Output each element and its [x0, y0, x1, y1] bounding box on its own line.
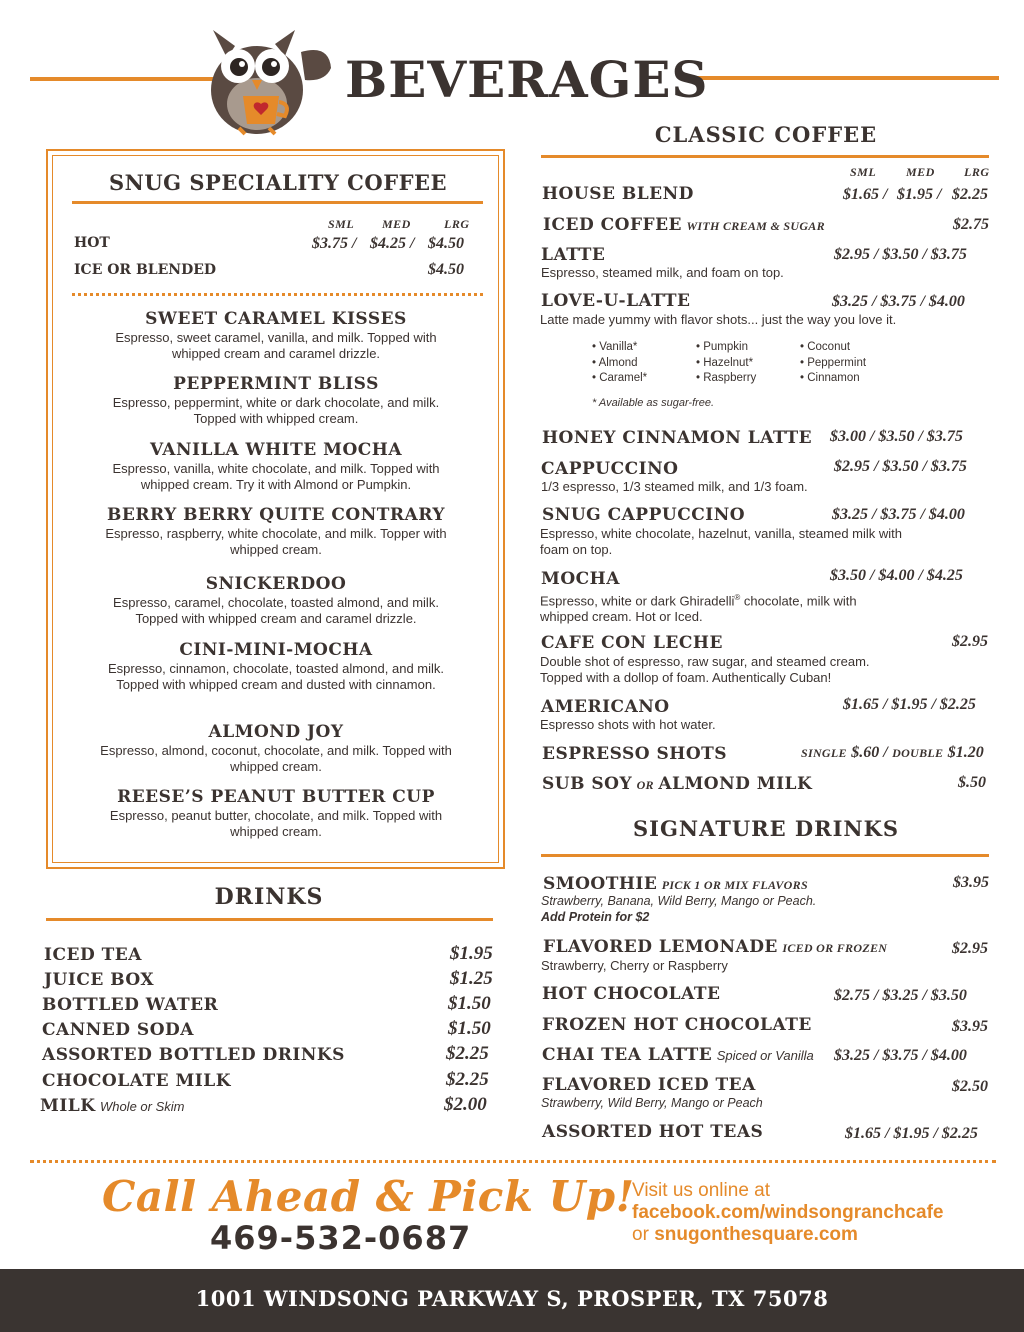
classic-soy-price: $.50	[958, 774, 986, 791]
flavor-item: • Hazelnut*	[696, 356, 754, 369]
classic-soy-name-b: ALMOND MILK	[658, 774, 813, 794]
visit-online	[632, 1180, 943, 1246]
flavor-list	[800, 340, 866, 387]
sig-teas-name: ASSORTED HOT TEAS	[542, 1122, 764, 1142]
flavor-item: • Peppermint	[800, 356, 867, 369]
sig-lemonade-price: $2.95	[952, 940, 988, 957]
drinks-item-sub: Whole or Skim	[99, 1099, 185, 1114]
drinks-item-price: $1.25	[450, 968, 493, 989]
classic-house-med: $1.95 /	[897, 186, 942, 203]
drinks-rule	[46, 918, 493, 921]
drinks-item-name: CANNED SODA	[42, 1020, 194, 1040]
specialty-item-desc: Espresso, caramel, chocolate, toasted almond, and milk. Topped with whipped cream and caramel drizzle.	[113, 595, 439, 626]
footer-dots	[30, 1160, 996, 1163]
classic-iced-price: $2.75	[953, 216, 989, 233]
classic-love-desc: Latte made yummy with flavor shots... just the way you love it.	[540, 312, 897, 327]
classic-leche-desc: Double shot of espresso, raw sugar, and steamed cream. Topped with a dollop of foam. Authentically Cuban!	[540, 654, 870, 685]
classic-snugcap-name: SNUG CAPPUCCINO	[542, 505, 746, 525]
classic-mocha-desc-b: chocolate, milk with whipped cream. Hot or Iced.	[540, 593, 857, 625]
classic-love-price: $3.25 / $3.75 / $4.00	[832, 293, 965, 310]
sig-lemonade-desc: Strawberry, Cherry or Raspberry	[541, 958, 728, 973]
classic-house-name: HOUSE BLEND	[542, 184, 694, 204]
phone-number[interactable]: 469-532-0687	[210, 1219, 472, 1257]
classic-soy-or: OR	[636, 778, 654, 792]
drinks-item-name: MILK	[40, 1096, 96, 1116]
sig-smoothie-sub: PICK 1 OR MIX FLAVORS	[661, 878, 808, 892]
classic-house-sml: $1.65 /	[843, 186, 888, 203]
specialty-size-sml: SML	[328, 217, 355, 231]
specialty-ice-price: $4.50	[428, 261, 464, 278]
classic-cappuccino-price: $2.95 / $3.50 / $3.75	[834, 458, 967, 475]
drinks-item-price: $2.00	[444, 1094, 487, 1115]
drinks-item-price: $1.50	[448, 1018, 491, 1039]
flavor-item: • Raspberry	[696, 372, 757, 384]
specialty-item-name: VANILLA WHITE MOCHA	[149, 440, 403, 460]
specialty-size-lrg: LRG	[444, 217, 470, 231]
specialty-item	[100, 374, 452, 427]
drinks-item-name: BOTTLED WATER	[42, 995, 219, 1015]
specialty-item	[100, 787, 452, 840]
signature-title: SIGNATURE DRINKS	[632, 816, 900, 841]
drinks-item-name: JUICE BOX	[44, 970, 155, 990]
drinks-item-price: $1.50	[448, 993, 491, 1014]
drinks-title: DRINKS	[214, 884, 324, 910]
classic-iced-row	[543, 215, 825, 235]
classic-house-lrg: $2.25	[952, 186, 988, 203]
specialty-item	[100, 574, 452, 627]
specialty-item	[100, 309, 452, 362]
website-link[interactable]: snugonthesquare.com	[654, 1224, 858, 1245]
specialty-dots	[72, 293, 483, 296]
sig-icedtea-price: $2.50	[952, 1078, 988, 1095]
sig-smoothie-desc: Strawberry, Banana, Wild Berry, Mango or Peach.	[541, 894, 817, 908]
flavor-item: • Almond	[592, 356, 638, 369]
drinks-milk-row	[40, 1096, 184, 1116]
owl-logo-icon	[205, 24, 335, 136]
classic-snugcap-desc: Espresso, white chocolate, hazelnut, vanilla, steamed milk with foam on top.	[540, 526, 903, 557]
specialty-item	[100, 440, 452, 493]
sig-icedtea-name: FLAVORED ICED TEA	[542, 1075, 756, 1095]
classic-size-lrg: LRG	[964, 165, 990, 179]
classic-americano-desc: Espresso shots with hot water.	[540, 717, 716, 732]
flavor-list	[696, 340, 756, 387]
header-rule-right	[693, 76, 999, 80]
drinks-item-price: $1.95	[450, 943, 493, 964]
sig-frozen-price: $3.95	[952, 1018, 988, 1035]
classic-size-sml: SML	[850, 165, 877, 179]
classic-iced-sub: WITH CREAM & SUGAR	[686, 219, 825, 233]
sig-smoothie-row	[543, 874, 808, 894]
sig-hotchoc-name: HOT CHOCOLATE	[542, 984, 721, 1004]
drinks-item-price: $2.25	[446, 1069, 489, 1090]
specialty-item	[100, 640, 452, 693]
classic-mocha-name: MOCHA	[541, 569, 620, 589]
specialty-item-name: SWEET CARAMEL KISSES	[145, 309, 407, 329]
sig-icedtea-desc: Strawberry, Wild Berry, Mango or Peach	[541, 1096, 763, 1110]
specialty-item	[100, 722, 452, 775]
flavor-item: • Cinnamon	[800, 372, 860, 384]
drinks-item-name: CHOCOLATE MILK	[42, 1071, 231, 1091]
espresso-single-price: $.60 /	[851, 744, 888, 761]
espresso-double-price: $1.20	[947, 744, 984, 761]
classic-latte-desc: Espresso, steamed milk, and foam on top.	[541, 265, 784, 280]
flavor-item: • Vanilla*	[592, 341, 638, 353]
classic-soy-name-a: SUB SOY	[542, 774, 633, 794]
espresso-single-label: SINGLE	[801, 746, 847, 760]
classic-mocha-desc	[540, 590, 885, 625]
classic-latte-name: LATTE	[541, 245, 606, 265]
classic-espresso-prices	[801, 744, 984, 762]
call-ahead-slogan: Call Ahead & Pick Up!	[102, 1172, 635, 1221]
sig-smoothie-name: SMOOTHIE	[543, 874, 658, 894]
page-title: BEVERAGES	[345, 50, 709, 109]
signature-rule	[541, 854, 989, 857]
specialty-item-desc: Espresso, almond, coconut, chocolate, and milk. Topped with whipped cream.	[100, 743, 452, 774]
address: 1001 WINDSONG PARKWAY S, PROSPER, TX 75078	[195, 1286, 829, 1311]
classic-size-med: MED	[906, 165, 935, 179]
specialty-hot-label: HOT	[74, 235, 110, 251]
classic-honey-name: HONEY CINNAMON LATTE	[542, 428, 813, 448]
sig-teas-price: $1.65 / $1.95 / $2.25	[845, 1125, 978, 1142]
classic-title: CLASSIC COFFEE	[654, 122, 878, 147]
classic-americano-price: $1.65 / $1.95 / $2.25	[843, 696, 976, 713]
classic-love-name: LOVE-U-LATTE	[541, 291, 691, 311]
classic-snugcap-price: $3.25 / $3.75 / $4.00	[832, 506, 965, 523]
registered-mark: ®	[734, 593, 741, 602]
classic-rule	[541, 155, 989, 158]
facebook-link[interactable]: facebook.com/windsongranchcafe	[632, 1202, 944, 1223]
header-rule-left	[30, 77, 218, 81]
specialty-item-desc: Espresso, peanut butter, chocolate, and milk. Topped with whipped cream.	[109, 808, 443, 839]
specialty-item-desc: Espresso, cinnamon, chocolate, toasted almond, and milk. Topped with whipped cream and dusted with cinnamon.	[107, 661, 444, 692]
classic-mocha-desc-a: Espresso, white or dark Ghiradelli	[540, 593, 735, 609]
drinks-item-name: ASSORTED BOTTLED DRINKS	[42, 1045, 345, 1065]
sig-chai-row	[542, 1045, 814, 1065]
sig-lemonade-name: FLAVORED LEMONADE	[543, 937, 778, 957]
classic-iced-name: ICED COFFEE	[543, 215, 682, 235]
specialty-size-med: MED	[382, 217, 411, 231]
sig-smoothie-extra: Add Protein for $2	[541, 910, 650, 924]
specialty-item	[100, 505, 452, 558]
specialty-item-name: PEPPERMINT BLISS	[173, 374, 379, 394]
sig-smoothie-price: $3.95	[953, 874, 989, 891]
flavor-note: * Available as sugar-free.	[592, 397, 715, 409]
flavor-item: • Coconut	[800, 341, 851, 353]
specialty-hot-sml: $3.75 /	[312, 235, 357, 252]
classic-americano-name: AMERICANO	[541, 697, 670, 717]
classic-leche-name: CAFE CON LECHE	[541, 633, 723, 653]
specialty-item-desc: Espresso, peppermint, white or dark chocolate, and milk. Topped with whipped cream.	[112, 395, 440, 426]
classic-mocha-price: $3.50 / $4.00 / $4.25	[830, 567, 963, 584]
espresso-double-label: DOUBLE	[892, 746, 944, 760]
specialty-rule	[72, 201, 483, 204]
sig-lemonade-sub: ICED OR FROZEN	[782, 941, 888, 955]
specialty-item-name: REESE’S PEANUT BUTTER CUP	[117, 787, 435, 807]
specialty-item-desc: Espresso, sweet caramel, vanilla, and milk. Topped with whipped cream and caramel drizzle.	[115, 330, 437, 361]
flavor-item: • Caramel*	[592, 372, 648, 384]
specialty-item-name: BERRY BERRY QUITE CONTRARY	[107, 505, 445, 525]
classic-leche-price: $2.95	[952, 633, 988, 650]
classic-soy-row	[542, 774, 812, 794]
drinks-item-price: $2.25	[446, 1043, 489, 1064]
classic-latte-price: $2.95 / $3.50 / $3.75	[834, 246, 967, 263]
specialty-item-name: ALMOND JOY	[208, 722, 344, 742]
specialty-item-name: SNICKERDOO	[205, 574, 347, 594]
sig-chai-name: CHAI TEA LATTE	[542, 1045, 713, 1065]
specialty-title: SNUG SPECIALITY COFFEE	[108, 170, 448, 195]
classic-honey-price: $3.00 / $3.50 / $3.75	[830, 428, 963, 445]
sig-lemonade-row	[543, 937, 887, 957]
specialty-hot-lrg: $4.50	[428, 235, 464, 252]
visit-label: Visit us online at	[632, 1180, 771, 1201]
flavor-item: • Pumpkin	[696, 341, 748, 353]
specialty-ice-label: ICE OR BLENDED	[74, 262, 217, 278]
sig-frozen-name: FROZEN HOT CHOCOLATE	[542, 1015, 812, 1035]
flavor-list	[592, 340, 647, 387]
drinks-item-name: ICED TEA	[44, 945, 142, 965]
visit-or: or	[632, 1224, 649, 1245]
sig-chai-price: $3.25 / $3.75 / $4.00	[834, 1047, 967, 1064]
specialty-item-name: CINI-MINI-MOCHA	[179, 640, 373, 660]
sig-chai-sub: Spiced or Vanilla	[716, 1048, 814, 1063]
classic-cappuccino-name: CAPPUCCINO	[541, 459, 679, 479]
specialty-hot-med: $4.25 /	[370, 235, 415, 252]
classic-cappuccino-desc: 1/3 espresso, 1/3 steamed milk, and 1/3 foam.	[541, 479, 808, 494]
specialty-item-desc: Espresso, vanilla, white chocolate, and milk. Topped with whipped cream. Try it with Almond or Pumpkin.	[112, 461, 440, 492]
classic-espresso-name: ESPRESSO SHOTS	[542, 744, 728, 764]
sig-hotchoc-price: $2.75 / $3.25 / $3.50	[834, 987, 967, 1004]
specialty-item-desc: Espresso, raspberry, white chocolate, and milk. Topper with whipped cream.	[105, 526, 447, 557]
